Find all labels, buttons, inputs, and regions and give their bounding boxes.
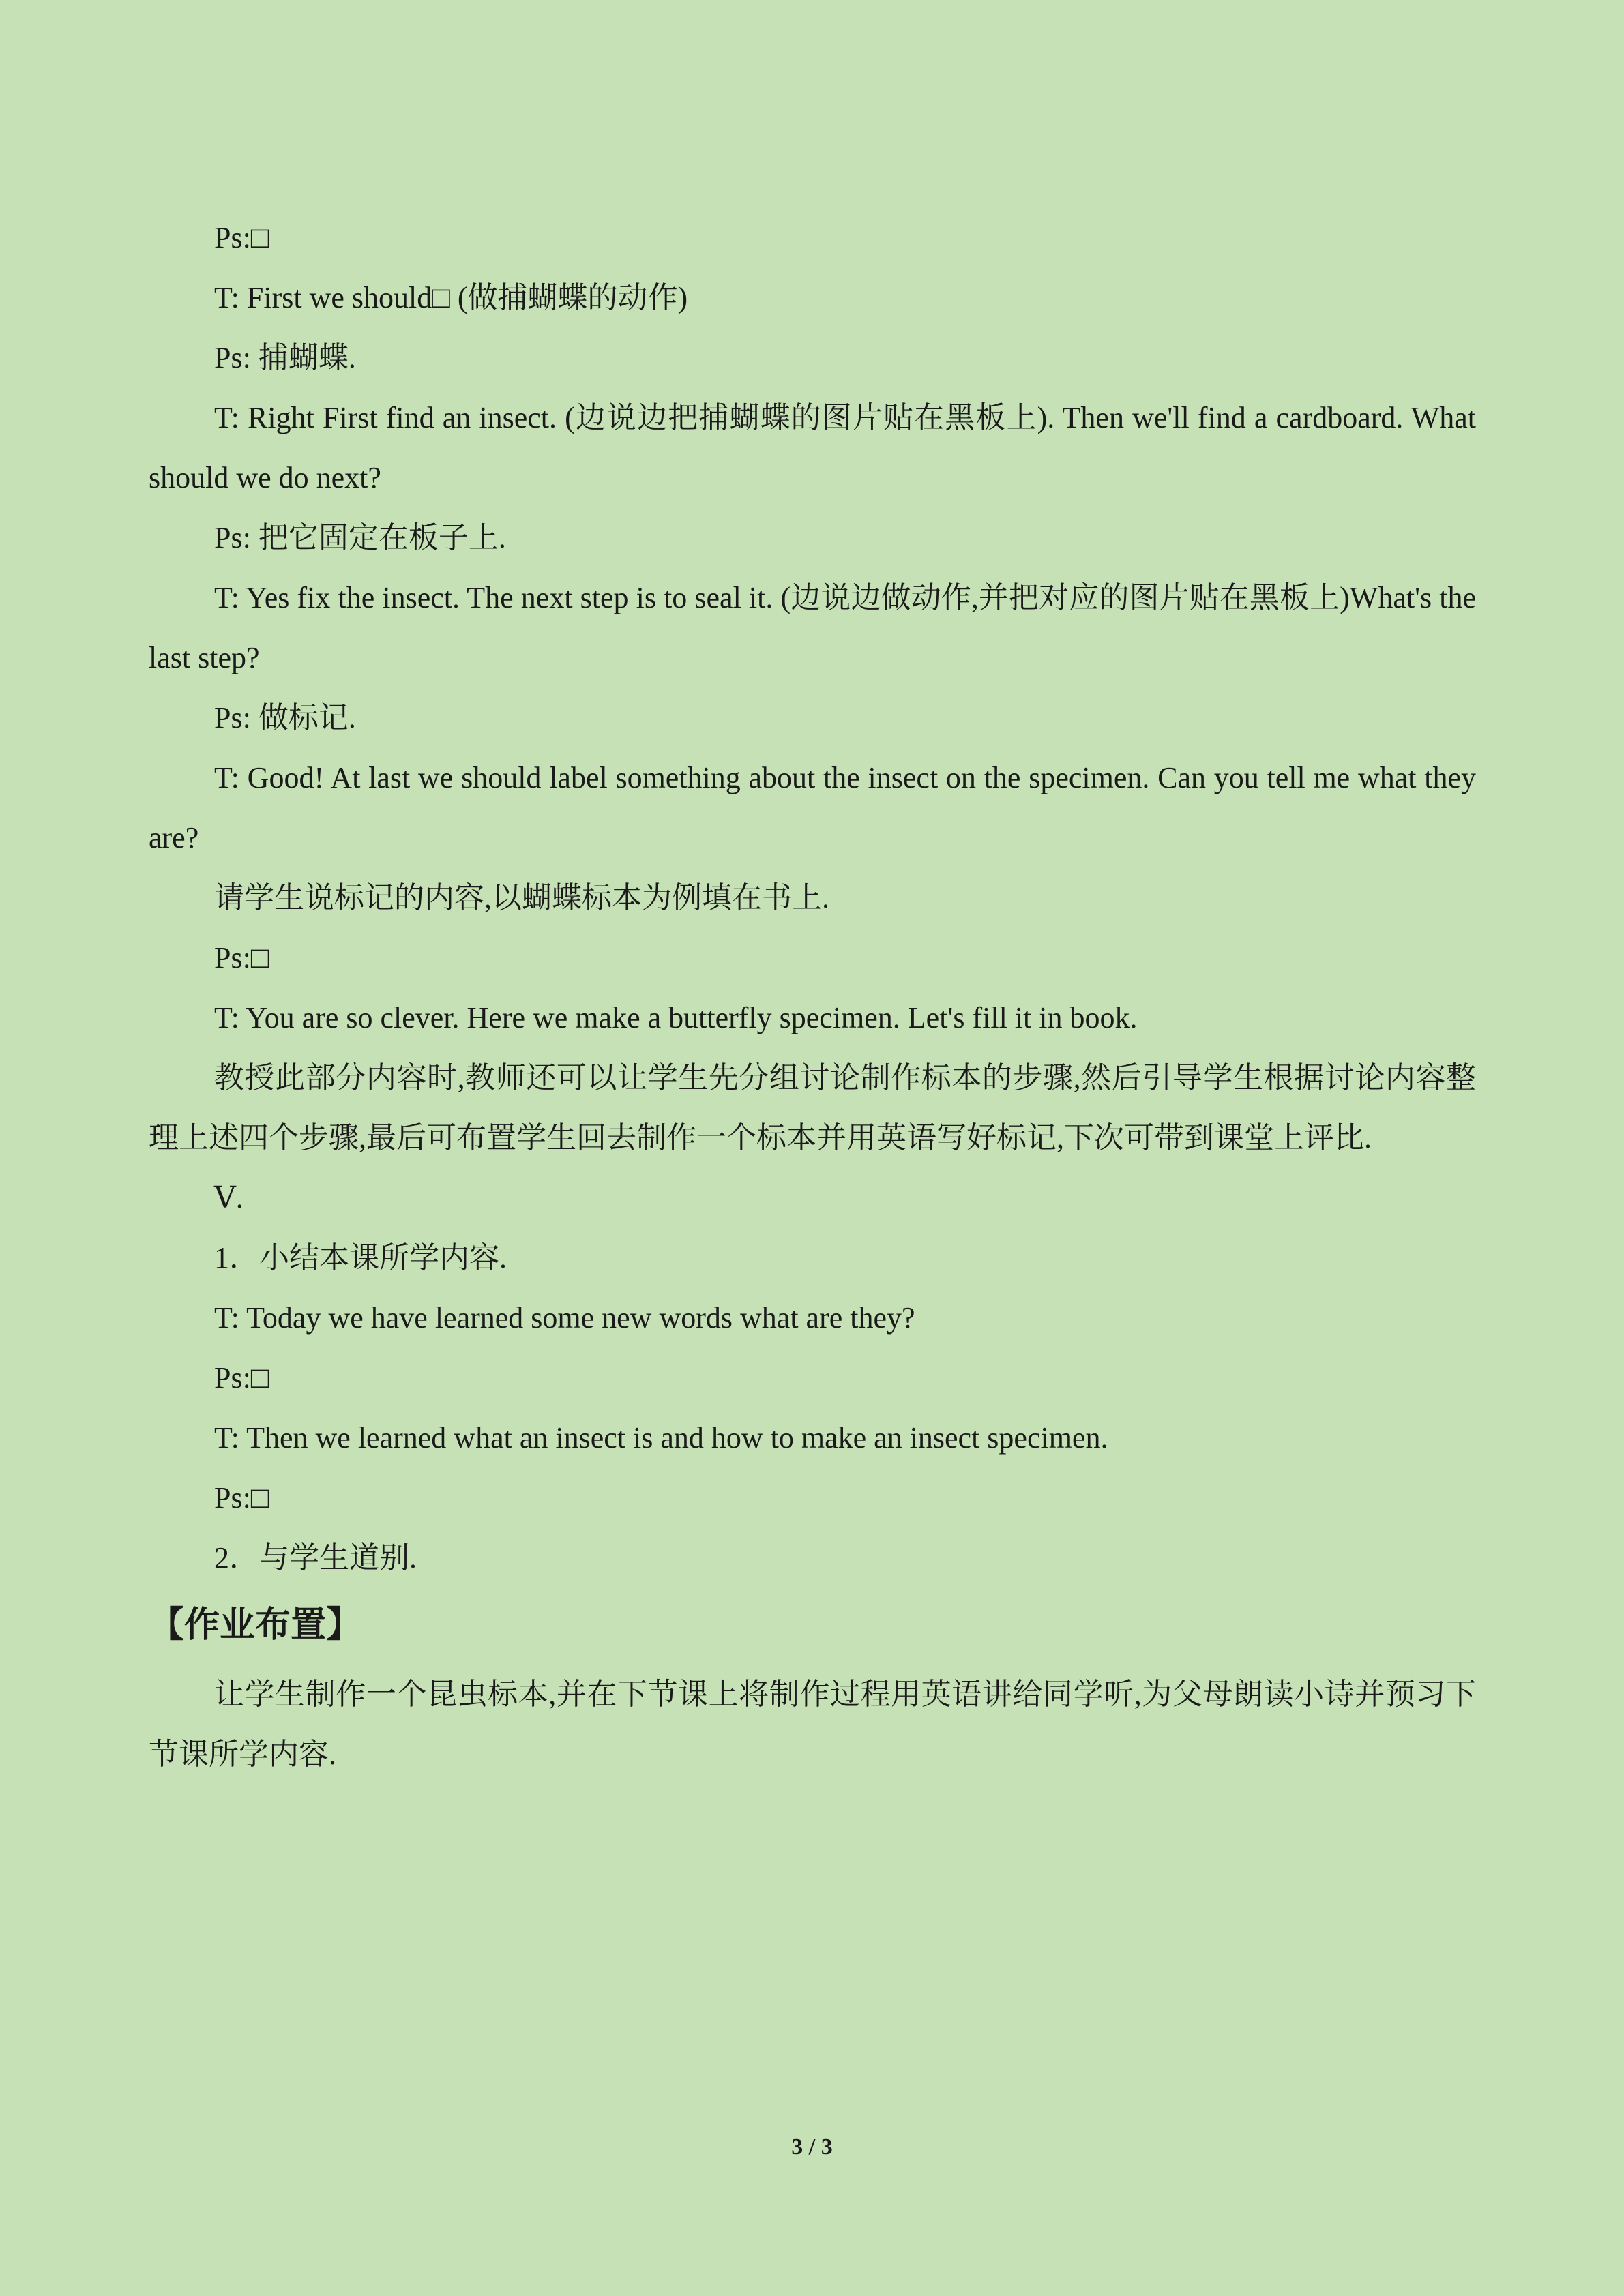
dialogue-line: Ps:□ (214, 1361, 269, 1395)
dialogue-line: Ps:□ (214, 941, 269, 974)
homework-text: 让学生制作一个昆虫标本,并在下节课上将制作过程用英语讲给同学听,为父母朗读小诗并预习下节课所学内容. (149, 1678, 1476, 1771)
dialogue-line: Ps: 把它固定在板子上. (214, 521, 506, 554)
dialogue-line: T: Today we have learned some new words what are they? (214, 1301, 915, 1335)
page-number: 3 / 3 (791, 2134, 833, 2160)
dialogue-line: T: Good! At last we should label something about the insect on the specimen. Can you tell me what they are? (149, 761, 1476, 854)
dialogue-line: Ps: 做标记. (214, 701, 356, 734)
step-item: 2．与学生道别. (214, 1541, 417, 1575)
dialogue-line: Ps:□ (214, 221, 269, 254)
step-item: 1．小结本课所学内容. (214, 1241, 507, 1274)
dialogue-line: Ps:□ (214, 1481, 269, 1515)
dialogue-line: T: First we should□ (做捕蝴蝶的动作) (214, 281, 688, 314)
dialogue-line: T: You are so clever. Here we make a butterfly specimen. Let's fill it in book. (214, 1001, 1138, 1034)
teaching-note: 教授此部分内容时,教师还可以让学生先分组讨论制作标本的步骤,然后引导学生根据讨论内容整理上述四个步骤,最后可布置学生回去制作一个标本并用英语写好标记,下次可带到课堂上评比. (149, 1061, 1476, 1154)
dialogue-line: T: Yes fix the insect. The next step is to seal it. (边说边做动作,并把对应的图片贴在黑板上)What's the last step? (149, 581, 1476, 674)
dialogue-line: T: Then we learned what an insect is and how to make an insect specimen. (214, 1421, 1108, 1455)
dialogue-line: T: Right First find an insect. (边说边把捕蝴蝶的图片贴在黑板上). Then we'll find a cardboard. What should we do next? (149, 401, 1476, 494)
section-number: Ⅴ. (214, 1181, 243, 1214)
dialogue-line: Ps: 捕蝴蝶. (214, 341, 356, 374)
instruction-line: 请学生说标记的内容,以蝴蝶标本为例填在书上. (214, 881, 829, 914)
homework-heading: 【作业布置】 (149, 1605, 362, 1645)
document-body (149, 208, 1476, 1785)
